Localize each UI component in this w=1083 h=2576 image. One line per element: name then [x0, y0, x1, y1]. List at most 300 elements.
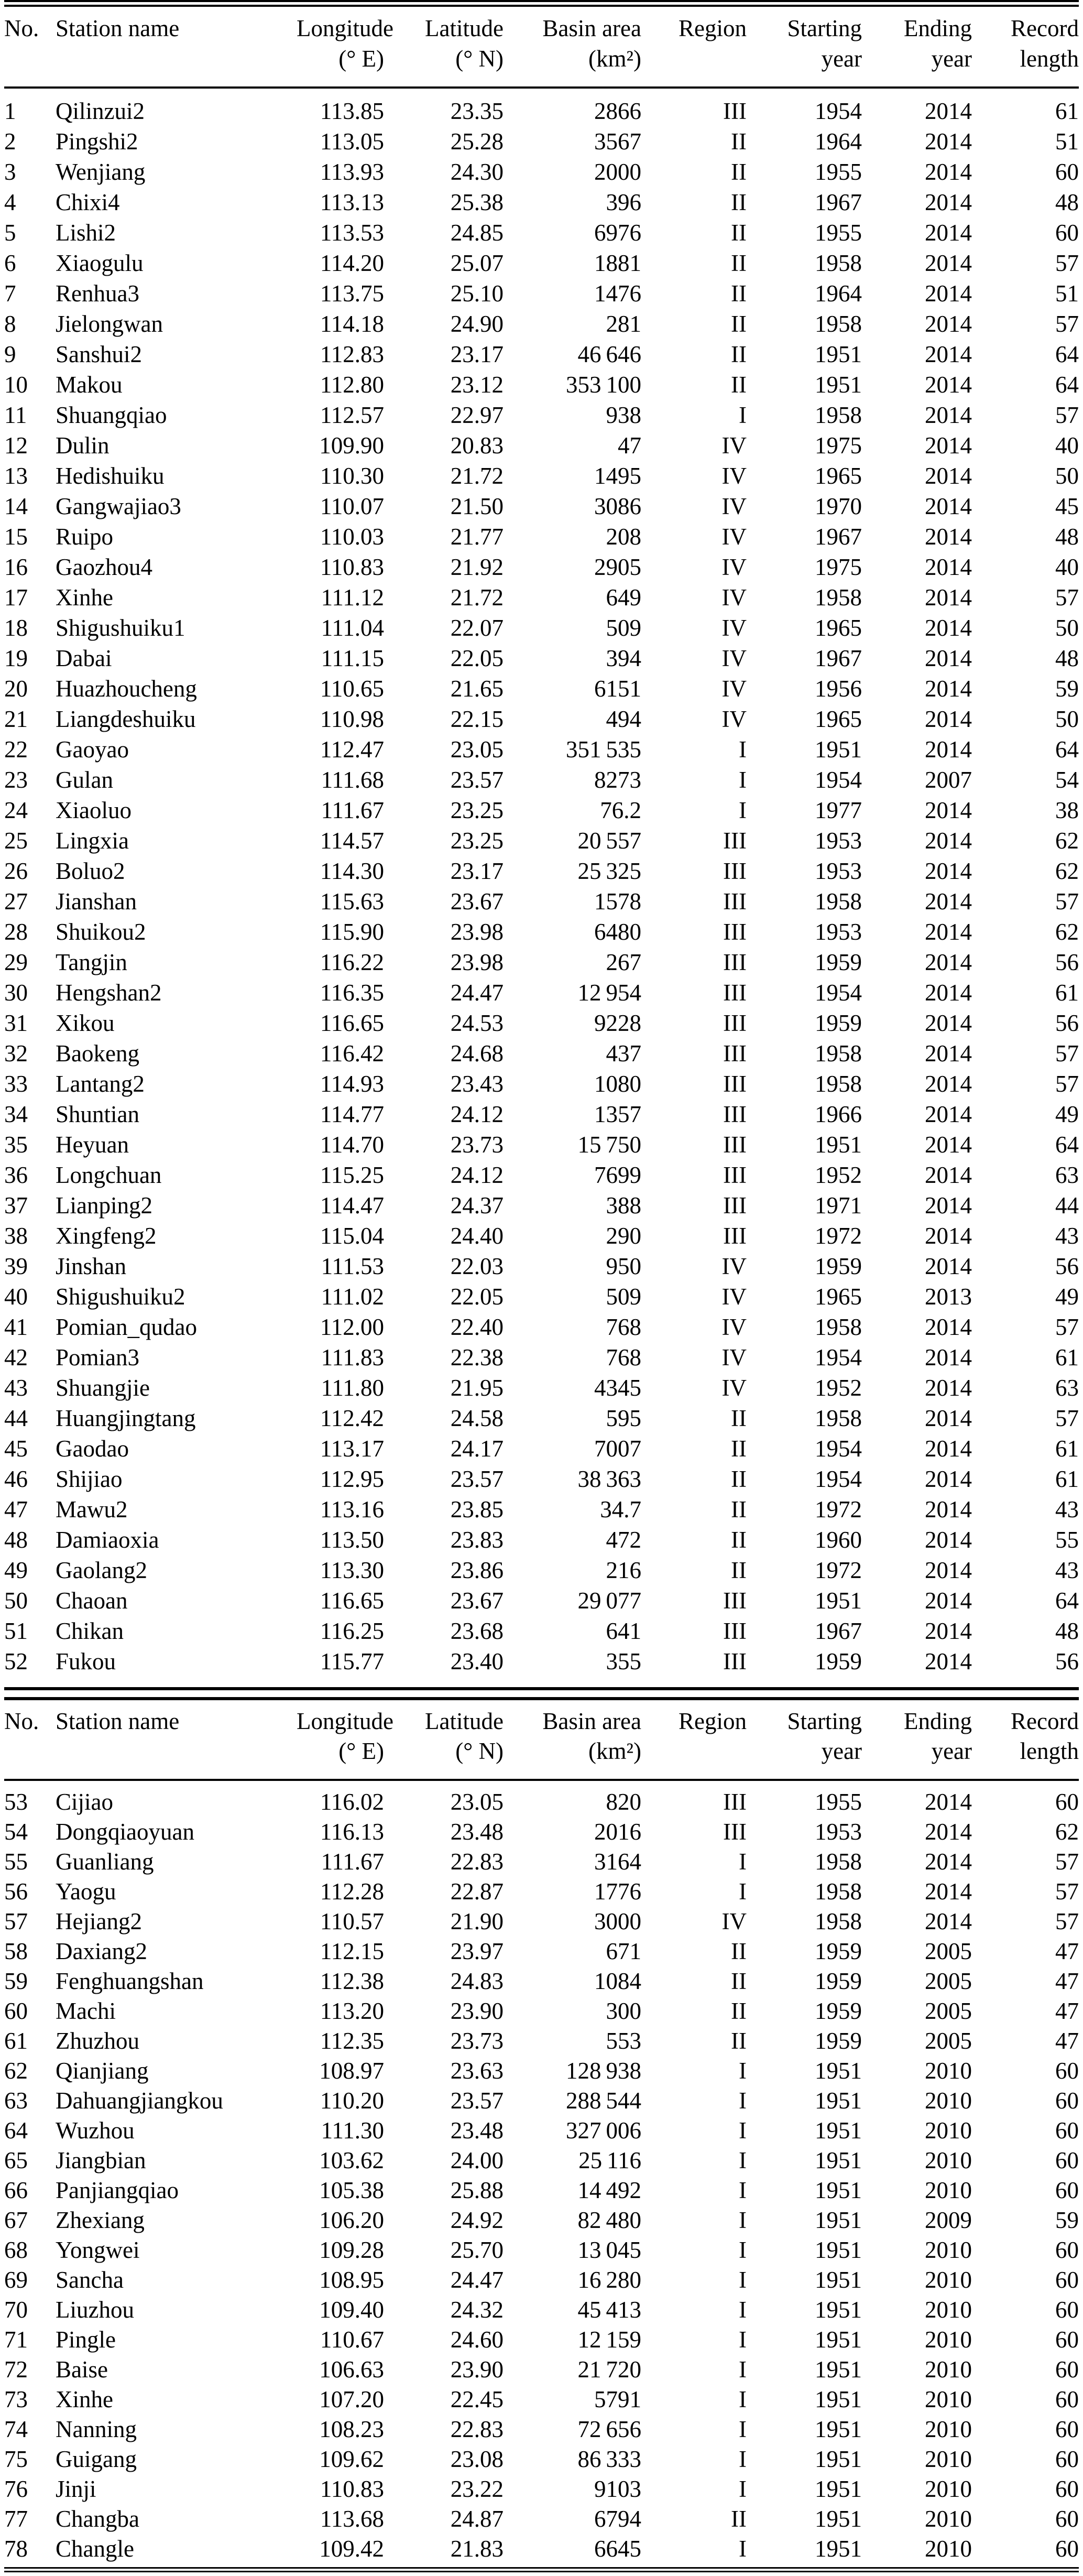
latitude-cell: 22.40 — [450, 1314, 504, 1340]
longitude-cell: 111.02 — [321, 1284, 384, 1310]
longitude-cell: 116.02 — [320, 1789, 384, 1815]
latitude-cell: 24.87 — [450, 2506, 504, 2532]
latitude-cell: 23.68 — [450, 1618, 504, 1644]
region-cell: IV — [721, 1284, 747, 1310]
basin-area-cell: 15 750 — [577, 1132, 641, 1158]
station-name-cell: Gaozhou4 — [56, 554, 152, 580]
longitude-cell: 108.97 — [319, 2058, 384, 2084]
latitude-cell: 24.58 — [450, 1405, 504, 1431]
ending-year-cell: 2014 — [925, 676, 972, 702]
record-length-cell: 57 — [1055, 888, 1079, 915]
basin-area-cell: 6794 — [594, 2506, 641, 2532]
ending-year-cell: 2010 — [925, 2476, 972, 2502]
record-length-cell: 64 — [1055, 1588, 1079, 1614]
region-cell: I — [739, 736, 747, 763]
no-cell: 54 — [4, 1819, 28, 1845]
col-subheader-ending-year: year — [862, 44, 972, 88]
no-cell: 31 — [4, 1010, 28, 1036]
region-cell: II — [731, 1436, 747, 1462]
ending-year-cell: 2014 — [925, 1819, 972, 1845]
station-name-cell: Pingshi2 — [56, 128, 138, 155]
starting-year-cell: 1958 — [815, 1405, 862, 1431]
basin-area-cell: 1357 — [594, 1101, 641, 1127]
longitude-cell: 112.95 — [320, 1466, 384, 1492]
record-length-cell: 51 — [1055, 128, 1079, 155]
region-cell: IV — [721, 584, 747, 611]
station-row — [4, 1525, 1079, 1555]
station-row — [4, 795, 1079, 825]
starting-year-cell: 1951 — [815, 341, 862, 367]
latitude-cell: 23.08 — [450, 2446, 504, 2472]
station-row — [4, 2056, 1079, 2086]
longitude-cell: 103.62 — [319, 2147, 384, 2173]
station-name-cell: Zhexiang — [56, 2207, 145, 2233]
region-cell: I — [739, 2088, 747, 2114]
region-cell: III — [723, 1162, 747, 1188]
latitude-cell: 23.57 — [450, 767, 504, 793]
ending-year-cell: 2014 — [925, 1010, 972, 1036]
record-length-cell: 60 — [1055, 2267, 1079, 2293]
starting-year-cell: 1951 — [815, 2416, 862, 2442]
starting-year-cell: 1966 — [815, 1101, 862, 1127]
ending-year-cell: 2014 — [925, 220, 972, 246]
no-cell: 25 — [4, 828, 28, 854]
region-cell: III — [723, 1132, 747, 1158]
region-cell: I — [739, 2536, 747, 2562]
region-cell: III — [723, 1789, 747, 1815]
record-length-cell: 45 — [1055, 493, 1079, 519]
basin-area-cell: 595 — [606, 1405, 641, 1431]
no-cell: 66 — [4, 2177, 28, 2203]
record-length-cell: 63 — [1055, 1375, 1079, 1401]
col-subheader-station-name — [56, 44, 297, 88]
starting-year-cell: 1970 — [815, 493, 862, 519]
starting-year-cell: 1951 — [815, 2147, 862, 2173]
latitude-cell: 22.83 — [450, 1849, 504, 1875]
station-row — [4, 157, 1079, 187]
station-name-cell: Lingxia — [56, 828, 129, 854]
station-name-cell: Nanning — [56, 2416, 137, 2442]
ending-year-cell: 2014 — [925, 1648, 972, 1675]
longitude-cell: 113.20 — [320, 1998, 384, 2024]
region-cell: III — [723, 1618, 747, 1644]
station-name-cell: Liangdeshuiku — [56, 706, 196, 732]
region-cell: I — [739, 2117, 747, 2144]
latitude-cell: 22.38 — [450, 1344, 504, 1371]
longitude-cell: 113.85 — [320, 98, 384, 124]
col-header-ending: Ending — [904, 15, 972, 41]
region-cell: III — [723, 888, 747, 915]
station-name-cell: Xikou — [56, 1010, 115, 1036]
latitude-cell: 23.86 — [450, 1557, 504, 1583]
station-row — [4, 88, 1079, 126]
record-length-cell: 60 — [1055, 2476, 1079, 2502]
starting-year-cell: 1951 — [815, 2327, 862, 2353]
ending-year-cell: 2014 — [925, 402, 972, 428]
col-header-record: Record — [1011, 1708, 1079, 1734]
basin-area-cell: 25 116 — [578, 2147, 641, 2173]
col-header-starting: Starting — [787, 1708, 862, 1734]
col-header-longitude: Longitude — [297, 1708, 393, 1734]
longitude-cell: 112.15 — [320, 1938, 384, 1964]
station-name-cell: Hejiang2 — [56, 1908, 142, 1934]
region-cell: I — [739, 2207, 747, 2233]
region-cell: I — [739, 1878, 747, 1905]
region-cell: IV — [721, 1375, 747, 1401]
no-cell: 73 — [4, 2386, 28, 2412]
no-cell: 41 — [4, 1314, 28, 1340]
station-row — [4, 765, 1079, 795]
col-header-no: No. — [4, 15, 39, 41]
longitude-cell: 111.15 — [321, 645, 384, 671]
station-row — [4, 309, 1079, 339]
longitude-cell: 114.57 — [320, 828, 384, 854]
station-row — [4, 2295, 1079, 2325]
ending-year-cell: 2014 — [925, 1849, 972, 1875]
record-length-cell: 47 — [1055, 2028, 1079, 2054]
no-cell: 51 — [4, 1618, 28, 1644]
region-cell: IV — [721, 1344, 747, 1371]
longitude-cell: 112.00 — [320, 1314, 384, 1340]
no-cell: 42 — [4, 1344, 28, 1371]
station-name-cell: Machi — [56, 1998, 116, 2024]
starting-year-cell: 1958 — [815, 1878, 862, 1905]
col-subheader-basin-area-unit: (km²) — [504, 44, 641, 88]
ending-year-cell: 2014 — [925, 797, 972, 823]
ending-year-cell: 2014 — [925, 311, 972, 337]
no-cell: 62 — [4, 2058, 28, 2084]
latitude-cell: 23.40 — [450, 1648, 504, 1675]
longitude-cell: 110.03 — [320, 524, 384, 550]
no-cell: 4 — [4, 189, 16, 215]
longitude-cell: 112.57 — [320, 402, 384, 428]
record-length-cell: 48 — [1055, 645, 1079, 671]
region-cell: II — [731, 189, 747, 215]
basin-area-cell: 9228 — [594, 1010, 641, 1036]
basin-area-cell: 3000 — [594, 1908, 641, 1934]
no-cell: 28 — [4, 919, 28, 945]
record-length-cell: 60 — [1055, 220, 1079, 246]
station-name-cell: Xinhe — [56, 584, 113, 611]
basin-area-cell: 82 480 — [577, 2207, 641, 2233]
ending-year-cell: 2010 — [925, 2237, 972, 2263]
longitude-cell: 115.04 — [320, 1223, 384, 1249]
longitude-cell: 109.40 — [319, 2297, 384, 2323]
basin-area-cell: 3164 — [594, 1849, 641, 1875]
latitude-cell: 23.35 — [450, 98, 504, 124]
starting-year-cell: 1951 — [815, 2356, 862, 2383]
longitude-cell: 109.42 — [319, 2536, 384, 2562]
basin-area-cell: 86 333 — [577, 2446, 641, 2472]
ending-year-cell: 2014 — [925, 159, 972, 185]
no-cell: 40 — [4, 1284, 28, 1310]
station-row — [4, 1129, 1079, 1160]
longitude-cell: 110.07 — [320, 493, 384, 519]
basin-area-cell: 388 — [606, 1192, 641, 1219]
basin-area-cell: 3086 — [594, 493, 641, 519]
starting-year-cell: 1959 — [815, 1253, 862, 1279]
record-length-cell: 64 — [1055, 736, 1079, 763]
record-length-cell: 62 — [1055, 828, 1079, 854]
basin-area-cell: 13 045 — [577, 2237, 641, 2263]
station-row — [4, 1817, 1079, 1847]
no-cell: 9 — [4, 341, 16, 367]
basin-area-cell: 2905 — [594, 554, 641, 580]
latitude-cell: 24.92 — [450, 2207, 504, 2233]
latitude-cell: 23.48 — [450, 2117, 504, 2144]
station-row — [4, 2534, 1079, 2564]
starting-year-cell: 1965 — [815, 615, 862, 641]
basin-area-cell: 327 006 — [565, 2117, 641, 2144]
col-header-longitude: Longitude — [297, 15, 393, 41]
no-cell: 2 — [4, 128, 16, 155]
longitude-cell: 113.30 — [320, 1557, 384, 1583]
ending-year-cell: 2010 — [925, 2117, 972, 2144]
ending-year-cell: 2014 — [925, 98, 972, 124]
station-row — [4, 1342, 1079, 1373]
station-row — [4, 2385, 1079, 2415]
longitude-cell: 114.30 — [320, 858, 384, 884]
table-header-2 — [4, 1700, 1079, 1780]
station-name-cell: Xiaogulu — [56, 250, 144, 276]
region-cell: III — [723, 1101, 747, 1127]
station-row — [4, 2325, 1079, 2355]
longitude-cell: 111.67 — [321, 1849, 384, 1875]
longitude-cell: 110.83 — [320, 554, 384, 580]
station-row — [4, 1585, 1079, 1616]
col-header-starting: Starting — [787, 15, 862, 41]
basin-area-cell: 1495 — [594, 463, 641, 489]
basin-area-cell: 437 — [606, 1040, 641, 1067]
basin-area-cell: 6480 — [594, 919, 641, 945]
basin-area-cell: 4345 — [594, 1375, 641, 1401]
no-cell: 48 — [4, 1527, 28, 1553]
station-row — [4, 2026, 1079, 2056]
region-cell: III — [723, 1071, 747, 1097]
region-cell: I — [739, 2147, 747, 2173]
basin-area-cell: 281 — [606, 311, 641, 337]
record-length-cell: 61 — [1055, 1466, 1079, 1492]
longitude-cell: 109.62 — [319, 2446, 384, 2472]
longitude-cell: 116.65 — [320, 1588, 384, 1614]
record-length-cell: 48 — [1055, 1618, 1079, 1644]
ending-year-cell: 2010 — [925, 2177, 972, 2203]
col-subheader-region — [641, 1736, 747, 1780]
ending-year-cell: 2014 — [925, 828, 972, 854]
station-name-cell: Ruipo — [56, 524, 114, 550]
region-cell: I — [739, 2297, 747, 2323]
starting-year-cell: 1951 — [815, 2446, 862, 2472]
record-length-cell: 55 — [1055, 1527, 1079, 1553]
no-cell: 13 — [4, 463, 28, 489]
station-name-cell: Huangjingtang — [56, 1405, 196, 1431]
latitude-cell: 24.12 — [450, 1162, 504, 1188]
ending-year-cell: 2010 — [925, 2297, 972, 2323]
record-length-cell: 61 — [1055, 980, 1079, 1006]
longitude-cell: 113.93 — [320, 159, 384, 185]
station-name-cell: Shuikou2 — [56, 919, 146, 945]
basin-area-cell: 1881 — [594, 250, 641, 276]
basin-area-cell: 72 656 — [577, 2416, 641, 2442]
record-length-cell: 57 — [1055, 1878, 1079, 1905]
ending-year-cell: 2010 — [925, 2058, 972, 2084]
longitude-cell: 110.65 — [320, 676, 384, 702]
ending-year-cell: 2014 — [925, 554, 972, 580]
station-row — [4, 491, 1079, 521]
record-length-cell: 59 — [1055, 2207, 1079, 2233]
ending-year-cell: 2014 — [925, 1132, 972, 1158]
longitude-cell: 111.83 — [321, 1344, 384, 1371]
region-cell: II — [731, 2028, 747, 2054]
region-cell: IV — [721, 645, 747, 671]
region-cell: III — [723, 1223, 747, 1249]
record-length-cell: 60 — [1055, 2058, 1079, 2084]
region-cell: II — [731, 1938, 747, 1964]
basin-area-cell: 45 413 — [577, 2297, 641, 2323]
no-cell: 47 — [4, 1496, 28, 1523]
latitude-cell: 23.67 — [450, 888, 504, 915]
col-subheader-longitude-unit: (° E) — [297, 1736, 384, 1780]
basin-area-cell: 12 954 — [577, 980, 641, 1006]
region-cell: II — [731, 250, 747, 276]
no-cell: 1 — [4, 98, 16, 124]
ending-year-cell: 2010 — [925, 2386, 972, 2412]
record-length-cell: 57 — [1055, 584, 1079, 611]
station-row — [4, 278, 1079, 309]
basin-area-cell: 216 — [606, 1557, 641, 1583]
starting-year-cell: 1951 — [815, 2177, 862, 2203]
record-length-cell: 63 — [1055, 1162, 1079, 1188]
basin-area-cell: 6976 — [594, 220, 641, 246]
station-name-cell: Shuntian — [56, 1101, 140, 1127]
station-row — [4, 2355, 1079, 2385]
basin-area-cell: 14 492 — [577, 2177, 641, 2203]
station-row — [4, 1646, 1079, 1677]
station-row — [4, 673, 1079, 704]
station-row — [4, 1494, 1079, 1525]
starting-year-cell: 1951 — [815, 2237, 862, 2263]
record-length-cell: 49 — [1055, 1101, 1079, 1127]
ending-year-cell: 2014 — [925, 888, 972, 915]
no-cell: 23 — [4, 767, 28, 793]
latitude-cell: 23.90 — [450, 1998, 504, 2024]
station-name-cell: Damiaoxia — [56, 1527, 159, 1553]
region-cell: I — [739, 2446, 747, 2472]
region-cell: II — [731, 128, 747, 155]
record-length-cell: 44 — [1055, 1192, 1079, 1219]
starting-year-cell: 1951 — [815, 2536, 862, 2562]
starting-year-cell: 1954 — [815, 767, 862, 793]
latitude-cell: 22.15 — [450, 706, 504, 732]
region-cell: II — [731, 311, 747, 337]
region-cell: II — [731, 220, 747, 246]
station-name-cell: Baokeng — [56, 1040, 139, 1067]
basin-area-cell: 2000 — [594, 159, 641, 185]
no-cell: 17 — [4, 584, 28, 611]
no-cell: 69 — [4, 2267, 28, 2293]
longitude-cell: 112.42 — [320, 1405, 384, 1431]
station-name-cell: Gaoyao — [56, 736, 129, 763]
longitude-cell: 116.25 — [320, 1618, 384, 1644]
station-row — [4, 339, 1079, 369]
station-row — [4, 1616, 1079, 1646]
starting-year-cell: 1955 — [815, 1789, 862, 1815]
station-name-cell: Hengshan2 — [56, 980, 162, 1006]
station-row — [4, 552, 1079, 582]
station-name-cell: Gangwajiao3 — [56, 493, 181, 519]
record-length-cell: 60 — [1055, 2327, 1079, 2353]
station-row — [4, 2116, 1079, 2146]
ending-year-cell: 2014 — [925, 1496, 972, 1523]
no-cell: 55 — [4, 1849, 28, 1875]
latitude-cell: 24.32 — [450, 2297, 504, 2323]
basin-area-cell: 21 720 — [577, 2356, 641, 2383]
no-cell: 27 — [4, 888, 28, 915]
starting-year-cell: 1959 — [815, 949, 862, 975]
station-name-cell: Cijiao — [56, 1789, 113, 1815]
ending-year-cell: 2014 — [925, 128, 972, 155]
basin-area-cell: 509 — [606, 1284, 641, 1310]
station-name-cell: Guigang — [56, 2446, 137, 2472]
basin-area-cell: 351 535 — [565, 736, 641, 763]
starting-year-cell: 1951 — [815, 1132, 862, 1158]
record-length-cell: 40 — [1055, 554, 1079, 580]
longitude-cell: 111.30 — [321, 2117, 384, 2144]
ending-year-cell: 2014 — [925, 1527, 972, 1553]
latitude-cell: 23.17 — [450, 858, 504, 884]
ending-year-cell: 2010 — [925, 2356, 972, 2383]
latitude-cell: 21.72 — [450, 463, 504, 489]
station-row — [4, 2474, 1079, 2504]
ending-year-cell: 2014 — [925, 432, 972, 459]
no-cell: 39 — [4, 1253, 28, 1279]
record-length-cell: 57 — [1055, 1405, 1079, 1431]
station-row — [4, 1555, 1079, 1585]
longitude-cell: 114.70 — [320, 1132, 384, 1158]
station-row — [4, 582, 1079, 613]
latitude-cell: 23.85 — [450, 1496, 504, 1523]
record-length-cell: 47 — [1055, 1998, 1079, 2024]
latitude-cell: 22.07 — [450, 615, 504, 641]
latitude-cell: 22.97 — [450, 402, 504, 428]
ending-year-cell: 2014 — [925, 524, 972, 550]
station-name-cell: Shuangqiao — [56, 402, 167, 428]
ending-year-cell: 2014 — [925, 189, 972, 215]
basin-area-cell: 8273 — [594, 767, 641, 793]
ending-year-cell: 2014 — [925, 919, 972, 945]
col-header-no: No. — [4, 1708, 39, 1734]
station-name-cell: Changle — [56, 2536, 134, 2562]
ending-year-cell: 2014 — [925, 858, 972, 884]
station-row — [4, 2415, 1079, 2444]
starting-year-cell: 1953 — [815, 828, 862, 854]
region-cell: III — [723, 919, 747, 945]
no-cell: 15 — [4, 524, 28, 550]
ending-year-cell: 2014 — [925, 1344, 972, 1371]
longitude-cell: 110.30 — [320, 463, 384, 489]
station-name-cell: Qilinzui2 — [56, 98, 145, 124]
station-row — [4, 1464, 1079, 1494]
longitude-cell: 113.68 — [320, 2506, 384, 2532]
record-length-cell: 56 — [1055, 1253, 1079, 1279]
region-cell: I — [739, 2177, 747, 2203]
starting-year-cell: 1972 — [815, 1223, 862, 1249]
station-row — [4, 977, 1079, 1008]
station-row — [4, 2444, 1079, 2474]
col-header-latitude: Latitude — [425, 1708, 504, 1734]
basin-area-cell: 353 100 — [565, 372, 641, 398]
station-row — [4, 461, 1079, 491]
